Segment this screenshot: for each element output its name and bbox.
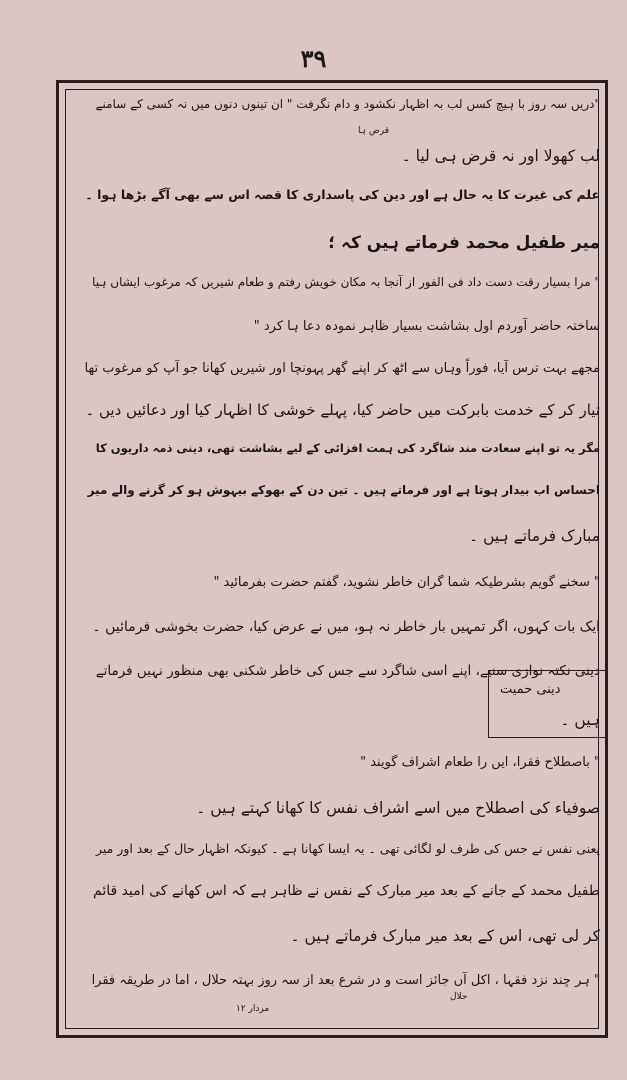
text-line: صوفیاء کی اصطلاح میں اسے اشراف نفس کا کھانا کہتے ہیں ۔ [196, 799, 600, 817]
text-line: دینی نکتہ نوازی سنیے، اپنے اسی شاگرد سے جس کی خاطر شکنی بھی منظور نہیں فرماتے [95, 663, 600, 679]
text-line: میر طفیل محمد فرماتے ہیں کہ ؛ [328, 233, 600, 253]
footnote-mark: مردار ۱۲ [236, 1004, 270, 1014]
text-line: یعنی نفس نے جس کی طرف لو لگائی تھی ۔ یہ ایسا کھانا ہے ۔ کیونکہ اظہار حال کے بعد اور میر [95, 841, 600, 856]
side-note-label: دینی حمیت [500, 682, 561, 697]
page-number: ۳۹ [300, 44, 327, 73]
text-line: " ہر چند نزد فقہا ، اکل آں جائز است و در شرع بعد از سہ روز بہتہ حلال ، اما در طریقہ فقرا [91, 973, 600, 988]
text-line: مجھے بہت ترس آیا، فوراً وہاں سے اٹھ کر اپنے گھر پہونچا اور شیریں کھانا جو آپ کو مرغوب تھا [84, 361, 600, 376]
text-line: مگر یہ تو اپنے سعادت مند شاگرد کی ہمت افزائی کے لیے بشاشت تھی، دینی ذمہ داریوں کا [95, 441, 600, 455]
text-line: " باصطلاح فقرا، ایں را طعام اشراف گویند " [360, 755, 600, 770]
text-line: مبارک فرماتے ہیں ۔ [469, 527, 600, 545]
text-line: طفیل محمد کے جانے کے بعد میر مبارک کے نفس نے ظاہر ہے کہ اس کھانے کی امید قائم [93, 883, 600, 899]
text-line: علم کی غیرت کا یہ حال ہے اور دین کی پاسداری کا قصہ اس سے بھی آگے بڑھا ہوا ۔ [85, 187, 600, 202]
text-line: " سخنے گویم بشرطیکہ شما گران خاطر نشوید، گفتم حضرت بفرمائید " [213, 575, 600, 590]
text-line: تیار کر کے خدمت بابرکت میں حاضر کیا، پہلے خوشی کا اظہار کیا اور دعائیں دیں ۔ [85, 401, 600, 419]
text-line: لب کھولا اور نہ قرض ہی لیا ۔ [401, 147, 600, 165]
text-line: "دریں سہ روز با ہیچ کسں لب بہ اظہار نکشود و دام نگرفت " ان تینوں دنوں میں نہ کسی کے سامنے [95, 97, 600, 111]
text-line: ساختہ حاضر آوردم اول بشاشت بسیار ظاہر نمودہ دعا ہا کرد " [253, 319, 600, 334]
footnote-mark: قرض ہا [358, 126, 390, 136]
text-line: " مرا بسیار رقت دست داد فی الفور از آنجا بہ مکان خویش رفتم و طعام شیریں کہ مرغوب ایشاں ہیا [92, 275, 600, 289]
text-line: احساس اب بیدار ہوتا ہے اور فرماتے ہیں ۔ تین دن کے بھوکے بیہوش ہو کر گرنے والے میر [87, 483, 600, 497]
footnote-mark: حلال [450, 992, 468, 1002]
text-line: کر لی تھی، اس کے بعد میر مبارک فرماتے ہیں ۔ [290, 927, 600, 945]
text-line: ایک بات کہوں، اگر تمہیں بار خاطر نہ ہو، میں نے عرض کیا، حضرت بخوشی فرمائیں ۔ [92, 619, 600, 635]
text-line: ہیں ۔ [560, 711, 600, 729]
